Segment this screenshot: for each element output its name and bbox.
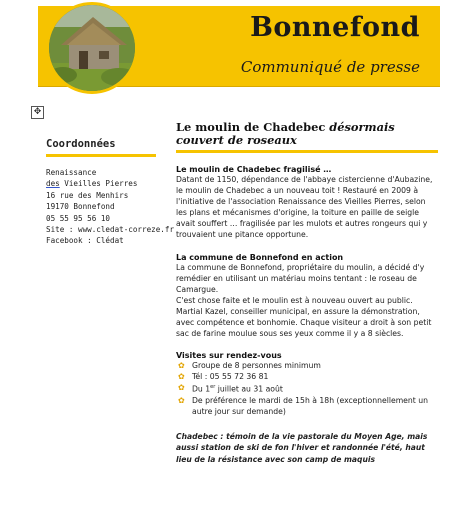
contact-line: 19170 Bonnefond: [46, 202, 115, 212]
flower-bullet-icon: ✿: [178, 383, 185, 393]
list-item: ✿ De préférence le mardi de 15h à 18h (exceptionnellement un autre jour sur demande): [178, 396, 428, 417]
contact-facebook[interactable]: Facebook : Clédat: [46, 236, 124, 246]
contact-link[interactable]: des: [46, 179, 60, 189]
header-photo: [46, 2, 138, 94]
section-text: C'est chose faite et le moulin est à nouveau ouvert au public. Martial Kazel, conseiller municipal, en assure la démonstration, avec compétence et bonhomie. Chaque visiteur a droit à son petit sac de farine moulue sous ses yeux comme il y a 8 siècles.: [176, 295, 432, 339]
contact-details: [46, 167, 175, 247]
sidebar-heading: Coordonnées: [46, 138, 156, 157]
list-item: ✿ Du 1er juillet au 31 août: [178, 383, 283, 394]
page-title: Bonnefond: [250, 12, 420, 43]
contact-line: Renaissance: [46, 168, 97, 177]
closing-statement: Chadebec : témoin de la vie pastorale du Moyen Age, mais aussi station de ski de fon l'hiver et randonnée l'été, haut lieu de la résistance avec son camp de maquis: [176, 432, 428, 464]
contact-phone: 05 55 95 56 10: [46, 213, 111, 223]
contact-line: des Vieilles Pierres: [46, 179, 138, 189]
section-text: Datant de 1150, dépendance de l'abbaye cistercienne d'Aubazine, le moulin de Chadebec a un nouveau toit ! Restauré en 2009 à l'initiative de l'association Renaissance des Vieilles Pierres, selon les plans et mécanismes d'origine, la toiture en paille de seigle avait souffert … fragilisée par les mulots et autres rongeurs qui y trouvaient une pitance opportune.: [176, 175, 433, 240]
flower-bullet-icon: ✿: [178, 361, 185, 371]
flower-bullet-icon: ✿: [178, 372, 185, 382]
section-heading: Le moulin de Chadebec fragilisé …: [176, 165, 332, 174]
thatched-cottage-image: [49, 5, 135, 91]
page-subtitle: Communiqué de presse: [240, 58, 420, 76]
contact-line: 16 rue des Menhirs: [46, 190, 129, 200]
section-heading: Visites sur rendez-vous: [176, 351, 282, 361]
article-title: Le moulin de Chadebec désormais couvert de roseaux: [176, 121, 438, 153]
section-text: La commune de Bonnefond, propriétaire du moulin, a décidé d'y remédier en utilisant un matériau moins tentant : le roseau de Camargue.: [176, 262, 425, 294]
flower-bullet-icon: ✿: [178, 396, 185, 406]
sidebar-contacts: [46, 138, 175, 247]
article: [176, 121, 438, 465]
contact-site[interactable]: Site : www.cledat-correze.fr: [46, 225, 175, 235]
section-heading: La commune de Bonnefond en action: [176, 252, 344, 262]
visits-list: [176, 360, 438, 417]
list-item: ✿ Tél : 05 55 72 36 81: [178, 372, 269, 382]
move-handle-icon[interactable]: ✥: [31, 106, 44, 119]
list-item: ✿ Groupe de 8 personnes minimum: [178, 361, 321, 371]
